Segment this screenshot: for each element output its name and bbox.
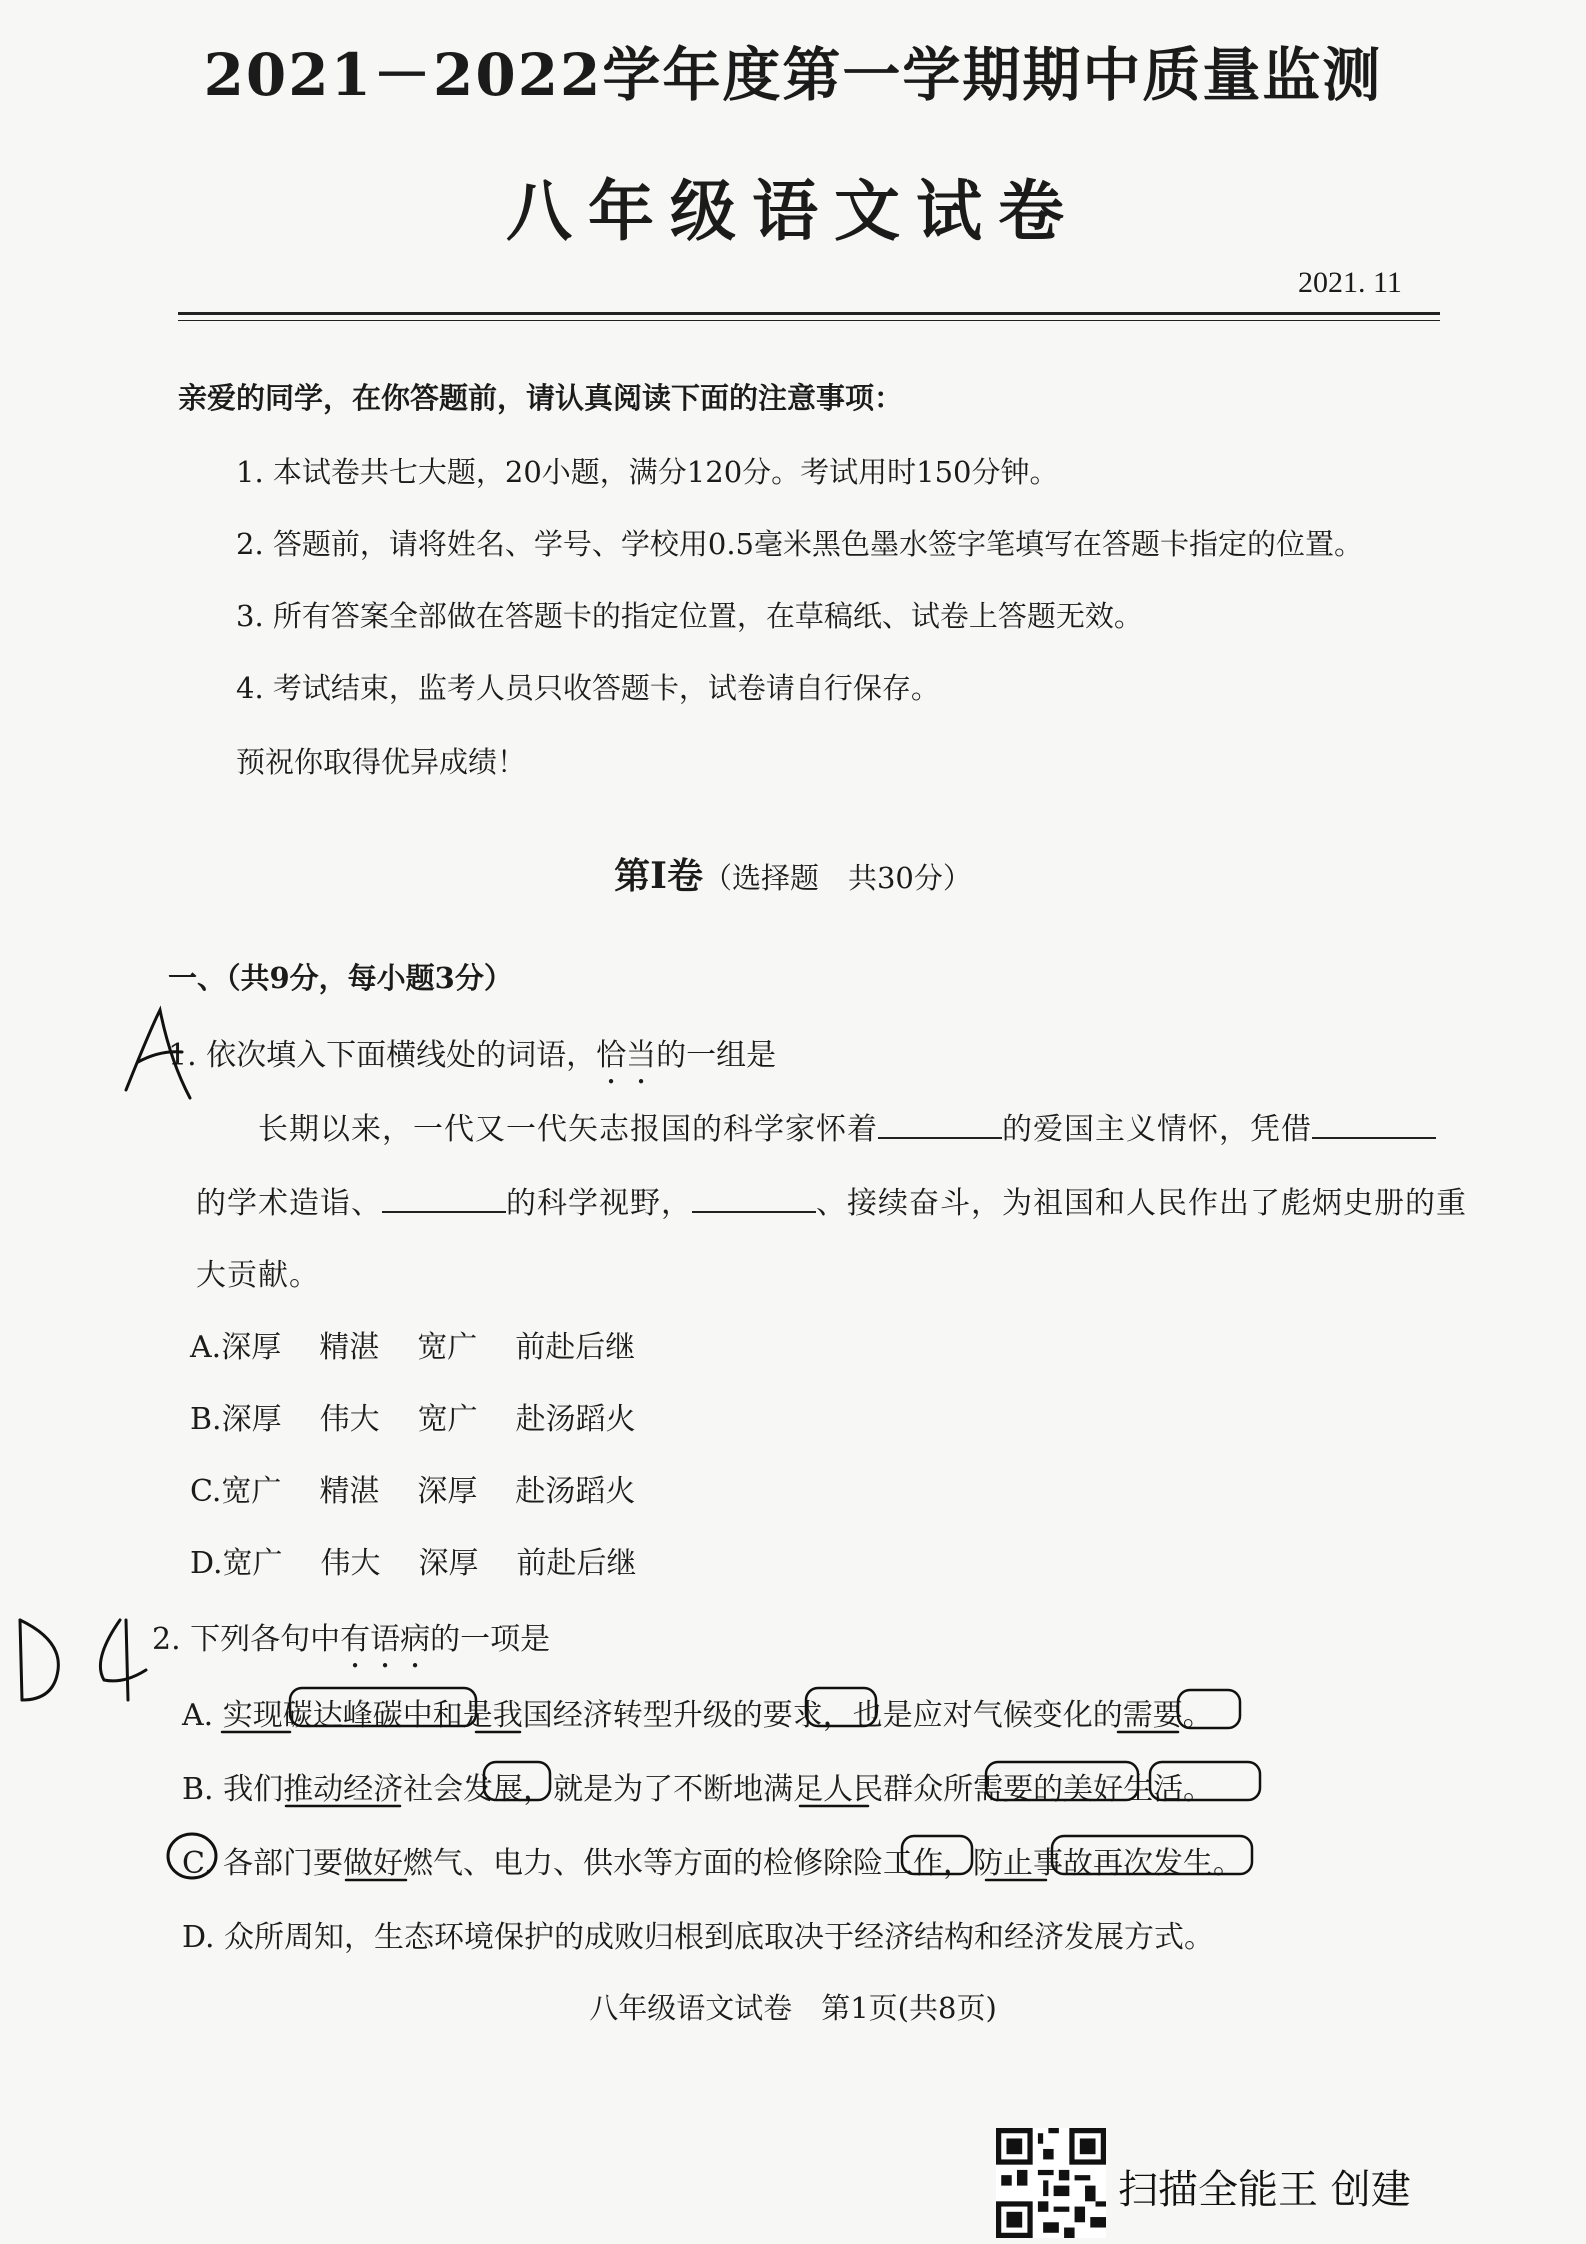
notice-item-1: 1. 本试卷共七大题，20小题，满分120分。考试用时150分钟。 <box>236 455 1059 489</box>
section-subtitle: （选择题 共30分） <box>702 861 972 895</box>
option-label: A. <box>190 1330 222 1365</box>
option-word: 宽广 <box>222 1546 283 1581</box>
q1-text: 的爱国主义情怀，凭借 <box>1002 1112 1312 1147</box>
q1-para-line3: 大贡献。 <box>196 1258 320 1293</box>
page-footer: 八年级语文试卷 第1页(共8页) <box>589 1991 997 2025</box>
notice-item-3: 3. 所有答案全部做在答题卡的指定位置，在草稿纸、试卷上答题无效。 <box>236 599 1143 633</box>
q1-stem-emphasis: 恰当 <box>596 1038 657 1073</box>
option-word: 前赴后继 <box>516 1546 637 1581</box>
notice-item-4: 4. 考试结束，监考人员只收答题卡，试卷请自行保存。 <box>236 671 940 705</box>
handwritten-answer-a <box>126 1010 190 1098</box>
option-word: 宽广 <box>417 1330 478 1365</box>
option-word: 深厚 <box>221 1330 282 1365</box>
option-word: 精湛 <box>319 1474 380 1509</box>
option-word: 深厚 <box>417 1474 478 1509</box>
option-label: C. <box>190 1474 222 1509</box>
option-word: 前赴后继 <box>515 1330 636 1365</box>
paper-title: 八年级语文试卷 <box>506 172 1080 250</box>
handwritten-answer-d <box>20 1620 146 1700</box>
q1-stem-pre: 1. 依次填入下面横线处的词语， <box>168 1038 597 1073</box>
q2-option-b: B. 我们推动经济社会发展，就是为了不断地满足人民群众所需要的美好生活。 <box>182 1772 1214 1807</box>
sentence-annotations <box>222 1688 1260 1880</box>
q2-stem-pre: 2. 下列各句中 <box>152 1622 341 1657</box>
q1-stem-post: 的一组是 <box>656 1038 777 1073</box>
option-label: D. <box>190 1546 223 1581</box>
section-title-main: 第Ⅰ卷 <box>614 855 703 897</box>
q2-stem-post: 的一项是 <box>430 1622 551 1657</box>
q1-text: 的学术造诣、 <box>196 1186 382 1221</box>
option-label: B. <box>190 1402 222 1437</box>
notice-wish: 预祝你取得优异成绩！ <box>236 745 527 779</box>
notice-item-2: 2. 答题前，请将姓名、学号、学校用0.5毫米黑色墨水签字笔填写在答题卡指定的位置。 <box>236 527 1364 561</box>
q2-option-d: D. 众所周知，生态环境保护的成败归根到底取决于经济结构和经济发展方式。 <box>182 1920 1215 1955</box>
option-word: 赴汤蹈火 <box>515 1402 636 1437</box>
q1-text: 、接续奋斗，为祖国和人民作出了彪炳史册的重 <box>816 1186 1467 1221</box>
q2-option-c: C. 各部门要做好燃气、电力、供水等方面的检修除险工作，防止事故再次发生。 <box>182 1846 1243 1881</box>
scanner-watermark: 扫描全能王 创建 <box>1118 2167 1411 2213</box>
notice-intro: 亲爱的同学，在你答题前，请认真阅读下面的注意事项： <box>178 381 904 415</box>
exam-date: 2021. 11 <box>1298 266 1402 299</box>
part1-heading: 一、（共9分，每小题3分） <box>168 961 513 995</box>
exam-title: 2021－2022学年度第一学期期中质量监测 <box>203 41 1383 109</box>
q1-text: 的科学视野， <box>506 1186 692 1221</box>
option-word: 赴汤蹈火 <box>515 1474 636 1509</box>
option-word: 深厚 <box>418 1546 479 1581</box>
option-word: 宽广 <box>417 1402 478 1437</box>
option-word: 宽广 <box>221 1474 282 1509</box>
qr-code-icon <box>996 2128 1106 2238</box>
q2-option-a: A. 实现碳达峰碳中和是我国经济转型升级的要求，也是应对气候变化的需要。 <box>182 1698 1213 1733</box>
option-word: 伟大 <box>319 1402 380 1437</box>
q1-text: 长期以来，一代又一代矢志报国的科学家怀着 <box>258 1112 878 1147</box>
option-word: 伟大 <box>320 1546 381 1581</box>
circle-mark-option-c <box>168 1834 216 1878</box>
option-word: 深厚 <box>221 1402 282 1437</box>
option-word: 精湛 <box>319 1330 380 1365</box>
q2-stem-emphasis: 有语病 <box>340 1622 431 1657</box>
